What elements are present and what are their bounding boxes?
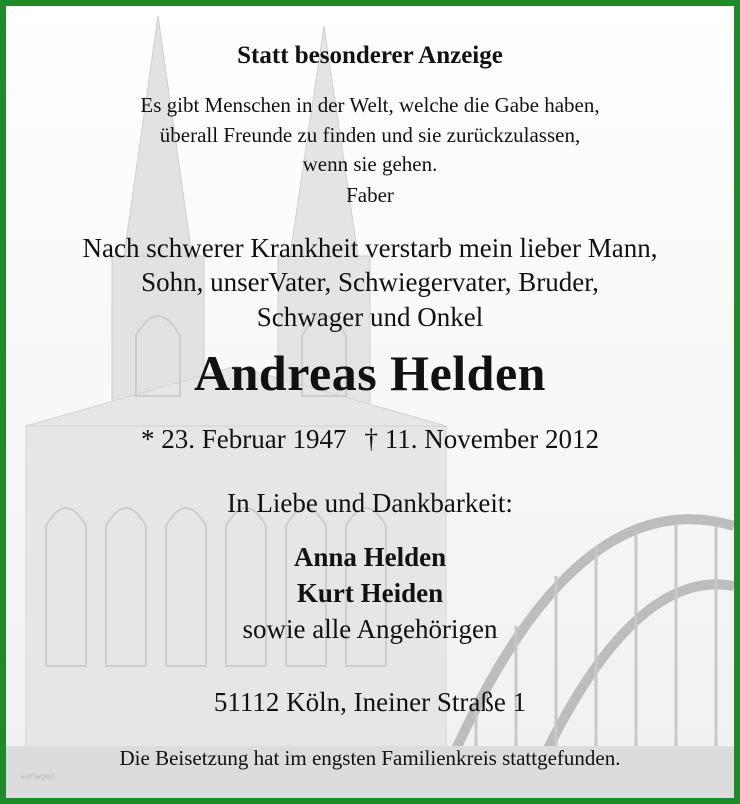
intro-line-3: Schwager und Onkel <box>256 302 484 332</box>
deceased-name: Andreas Helden <box>194 345 546 401</box>
relatives-line: sowie alle Angehörigen <box>242 614 498 644</box>
quote-line-2: überall Freunde zu finden und sie zurückzulassen, <box>159 123 581 147</box>
intro-line-1: Nach schwerer Krankheit verstarb mein lieber Mann, <box>82 233 658 263</box>
funeral-note: Die Beisetzung hat im engsten Familienkreis stattgefunden. <box>119 746 621 770</box>
mourner-name: Anna Helden <box>293 542 447 572</box>
address: 51112 Köln, Ineiner Straße 1 <box>213 687 527 717</box>
notice-text <box>6 6 734 798</box>
life-dates <box>6 424 734 455</box>
quote-line-3: wenn sie gehen. <box>302 152 438 176</box>
image-credit: verlagen <box>20 772 56 781</box>
notice-heading: Statt besonderer Anzeige <box>237 42 503 69</box>
birth-date: * 23. Februar 1947 <box>141 424 347 454</box>
quote-line-1: Es gibt Menschen in der Welt, welche die Gabe haben, <box>140 93 600 117</box>
intro-line-2: Sohn, unserVater, Schwiegervater, Bruder, <box>141 267 599 297</box>
dedication: In Liebe und Dankbarkeit: <box>227 488 513 518</box>
mourner-name: Kurt Heiden <box>296 578 444 608</box>
quote-author: Faber <box>346 183 394 207</box>
death-date: † 11. November 2012 <box>364 424 599 454</box>
